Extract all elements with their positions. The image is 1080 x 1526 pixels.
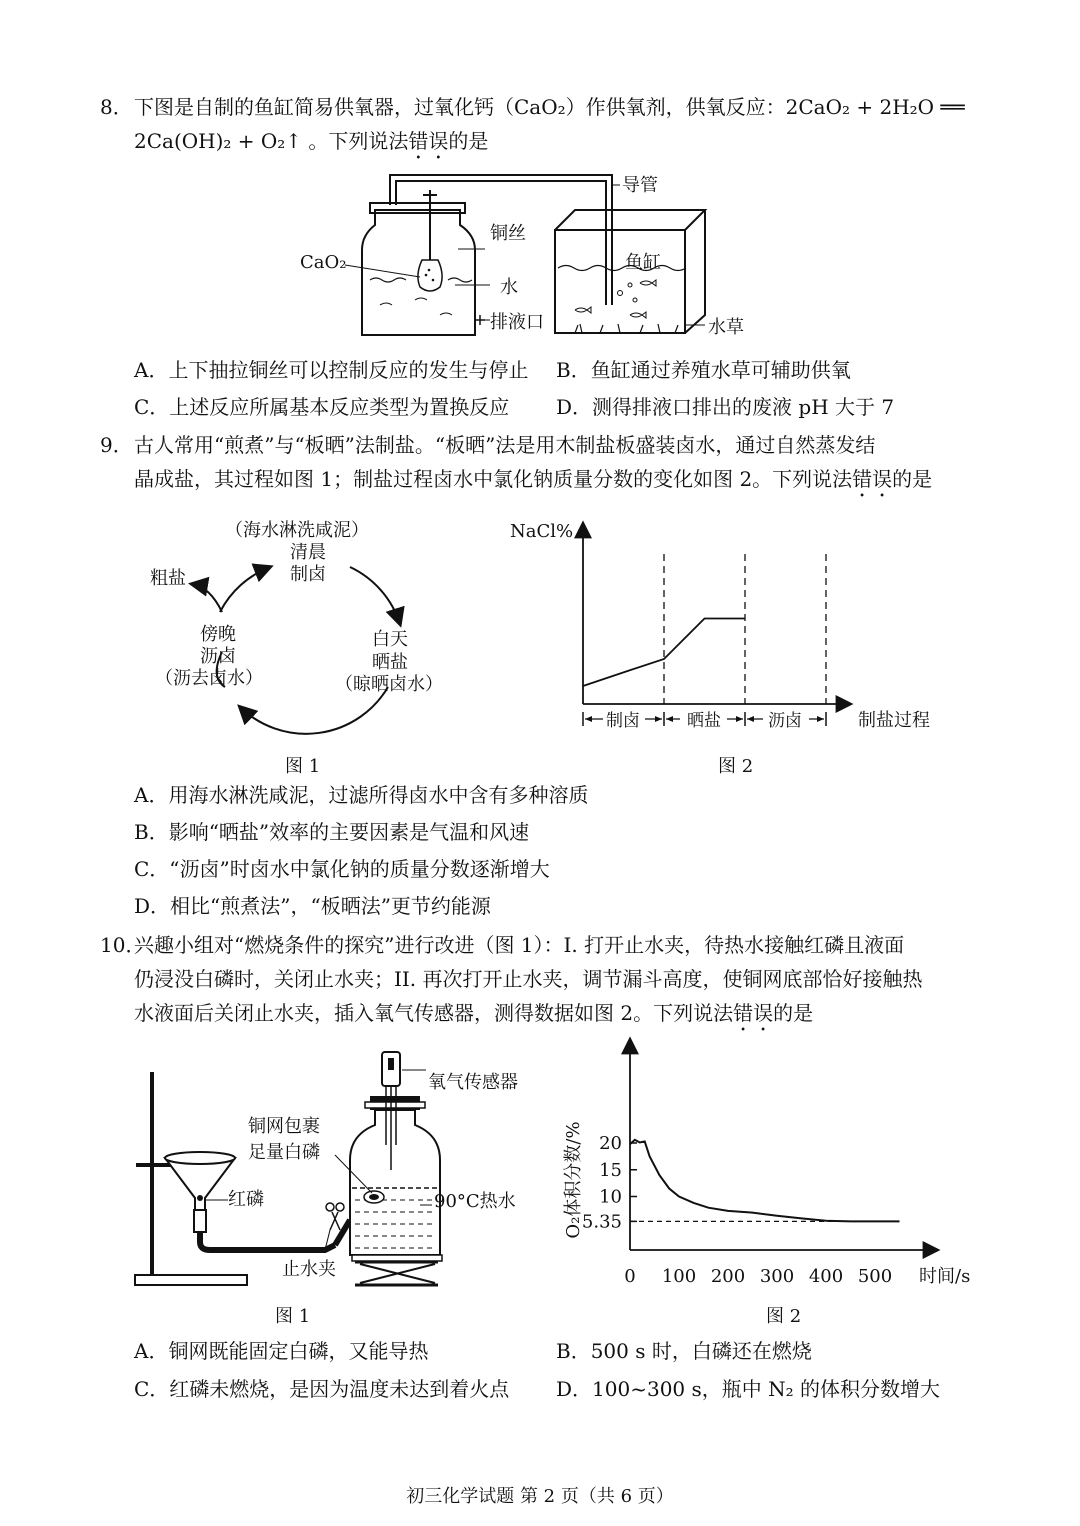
q10-number: 10． — [100, 933, 146, 957]
q10-label-mesh2: 足量白磷 — [248, 1142, 320, 1163]
q9-fig1-step3note: （沥去卤水） — [155, 668, 263, 689]
q10-fig2-chart — [555, 1032, 985, 1294]
q9-fig1-product: 粗盐 — [150, 568, 186, 589]
q8-label-grass: 水草 — [708, 317, 744, 338]
q9-fig1-step3a: 傍晚 — [200, 624, 236, 645]
y-tick-label: 5.35 — [581, 1211, 622, 1233]
y-tick-label: 20 — [599, 1133, 622, 1154]
q10-fig1-apparatus — [120, 1050, 540, 1290]
q9-fig1-top-note: （海水淋洗咸泥） — [225, 520, 369, 541]
q10-stem-line2: 仍浸没白磷时，关闭止水夹；II. 再次打开止水夹，调节漏斗高度，使铜网底部恰好接触热 — [134, 967, 923, 991]
q9-fig2-caption: 图 2 — [718, 756, 754, 777]
q8-label-copper: 铜丝 — [490, 223, 526, 244]
x-tick-label: 400 — [808, 1266, 844, 1287]
q10-fig2-x-ticks — [624, 1266, 892, 1287]
q9-option-d: D．相比“煎煮法”，“板晒法”更节约能源 — [134, 894, 491, 918]
q8-number: 8． — [100, 95, 133, 119]
q10-fig1-caption: 图 1 — [275, 1306, 311, 1327]
q9-number: 9． — [100, 433, 133, 457]
q8-stem-line2: 2Ca(OH)₂ + O₂↑ 。下列说法错误的是 — [134, 129, 489, 153]
q9-fig2-stage3: 沥卤 — [768, 711, 802, 731]
q10-label-hot-water: 90°C热水 — [434, 1191, 516, 1212]
q10-label-mesh1: 铜网包裹 — [248, 1116, 320, 1137]
q9-fig1-step1a: 清晨 — [290, 542, 326, 563]
q9-fig2-xlabel: 制盐过程 — [858, 710, 930, 731]
q9-fig1-step2a: 白天 — [372, 629, 408, 650]
q10-fig2-y-ticks — [582, 1133, 637, 1232]
q10-fig2-caption: 图 2 — [766, 1306, 802, 1327]
q8-label-tube: 导管 — [622, 175, 658, 196]
q8-label-drain: 排液口 — [490, 312, 544, 333]
q10-stem-line3: 水液面后关闭止水夹，插入氧气传感器，测得数据如图 2。下列说法错误的是 — [134, 1001, 814, 1025]
q9-fig1-step1b: 制卤 — [290, 564, 326, 585]
q10-label-red-p: 红磷 — [228, 1189, 264, 1210]
x-tick-label: 100 — [661, 1266, 697, 1287]
q8-stem-line1: 下图是自制的鱼缸简易供氧器，过氧化钙（CaO₂）作供氧剂，供氧反应：2CaO₂ + 2H₂O ══ — [134, 95, 965, 119]
x-tick-label: 300 — [759, 1266, 795, 1287]
q8-option-a: A．上下抽拉铜丝可以控制反应的发生与停止 — [134, 358, 529, 382]
q9-fig2-chart — [505, 512, 950, 737]
q10-option-a: A．铜网既能固定白磷，又能导热 — [134, 1339, 429, 1363]
q9-fig1-step2note: （晾晒卤水） — [335, 674, 443, 695]
q8-label-tank: 鱼缸 — [625, 252, 661, 273]
q10-option-c: C．红磷未燃烧，是因为温度未达到着火点 — [134, 1377, 510, 1401]
q9-fig1-caption: 图 1 — [285, 756, 321, 777]
q9-stem-line2: 晶成盐，其过程如图 1；制盐过程卤水中氯化钠质量分数的变化如图 2。下列说法错误的是 — [134, 467, 933, 491]
q9-fig1-step3b: 沥卤 — [200, 646, 236, 667]
q10-option-d: D．100~300 s，瓶中 N₂ 的体积分数增大 — [556, 1377, 940, 1401]
q9-option-b: B．影响“晒盐”效率的主要因素是气温和风速 — [134, 820, 530, 844]
q10-label-sensor: 氧气传感器 — [428, 1072, 518, 1093]
x-tick-label: 500 — [857, 1266, 893, 1287]
q8-option-c: C．上述反应所属基本反应类型为置换反应 — [134, 395, 510, 419]
q9-emphasis: 错误 — [852, 467, 893, 491]
q10-fig2-xlabel: 时间/s — [919, 1266, 971, 1287]
q10-emphasis: 错误 — [733, 1001, 774, 1025]
q9-fig1-cycle — [140, 512, 470, 742]
q10-option-b: B．500 s 时，白磷还在燃烧 — [556, 1339, 812, 1363]
q8-label-cao2: CaO₂ — [300, 252, 347, 273]
q10-label-clamp: 止水夹 — [282, 1259, 336, 1280]
q8-option-d: D．测得排液口排出的废液 pH 大于 7 — [556, 395, 895, 419]
q9-fig2-stage1: 制卤 — [606, 711, 640, 731]
q9-option-a: A．用海水淋洗咸泥，过滤所得卤水中含有多种溶质 — [134, 783, 589, 807]
x-tick-label: 0 — [624, 1266, 636, 1287]
q9-fig2-ylabel: NaCl% — [510, 521, 574, 542]
y-tick-label: 10 — [599, 1186, 622, 1208]
x-tick-label: 200 — [710, 1266, 746, 1287]
q9-fig2-stage-dividers — [664, 554, 826, 704]
q8-label-water: 水 — [500, 277, 518, 298]
q9-fig2-stage2: 晒盐 — [687, 711, 721, 731]
q10-fig2-ylabel: O₂体积分数/% — [563, 1121, 584, 1239]
q8-option-b: B．鱼缸通过养殖水草可辅助供氧 — [556, 358, 851, 382]
q9-option-c: C．“沥卤”时卤水中氯化钠的质量分数逐渐增大 — [134, 857, 550, 881]
y-tick-label: 15 — [599, 1159, 622, 1181]
q9-stem-line1: 古人常用“煎煮”与“板晒”法制盐。“板晒”法是用木制盐板盛装卤水，通过自然蒸发结 — [134, 433, 876, 457]
q10-stem-line1: 兴趣小组对“燃烧条件的探究”进行改进（图 1）：I. 打开止水夹，待热水接触红磷且液面 — [134, 933, 905, 957]
q8-emphasis: 错误 — [408, 129, 449, 153]
q10-fig2-series-line — [630, 1140, 900, 1222]
q8-figure — [290, 165, 790, 355]
page-footer: 初三化学试题 第 2 页（共 6 页） — [406, 1486, 674, 1507]
q9-fig1-step2b: 晒盐 — [372, 652, 408, 673]
